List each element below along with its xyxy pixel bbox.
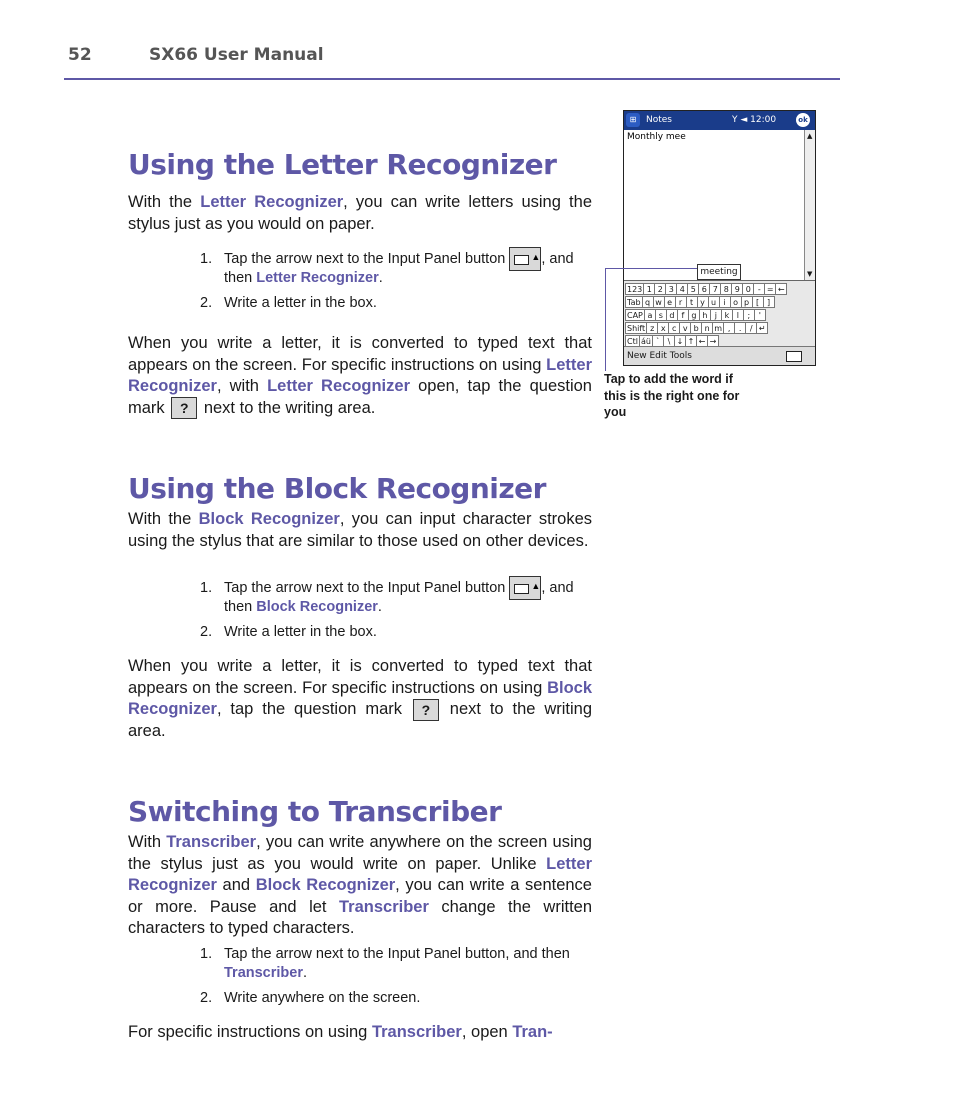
block-intro: With the Block Recognizer, you can input character strokes using the stylus that are similar to those used on other devices. — [128, 510, 592, 550]
keyboard-key: Shift — [627, 324, 646, 333]
keyboard-key: \ — [663, 335, 675, 347]
device-scrollbar: ▲ ▼ — [804, 130, 815, 280]
keyboard-icon — [786, 351, 802, 362]
keyboard-key: 7 — [709, 283, 721, 295]
keyboard-key: → — [707, 335, 719, 347]
keyboard-key: 4 — [676, 283, 688, 295]
keyboard-key: n — [701, 322, 713, 334]
keyboard-key: d — [666, 309, 678, 321]
keyboard-key: p — [741, 296, 753, 308]
device-status: Y ◄ 12:00 — [732, 115, 777, 125]
header-rule — [64, 78, 840, 80]
section-title-letter-recognizer: Using the Letter Recognizer — [128, 148, 557, 181]
keyboard-key: e — [664, 296, 676, 308]
keyboard-key: z — [646, 322, 658, 334]
keyboard-key: 6 — [698, 283, 710, 295]
callout-line — [605, 268, 697, 269]
word-suggestion: meeting — [697, 264, 741, 280]
keyboard-key: . — [734, 322, 746, 334]
keyboard-key: v — [679, 322, 691, 334]
ok-button: ok — [796, 113, 810, 127]
keyboard-key: 0 — [742, 283, 754, 295]
keyboard-key: 1 — [643, 283, 655, 295]
keyboard-key: 3 — [665, 283, 677, 295]
keyboard-key: ↵ — [756, 322, 768, 334]
keyboard-key: 2 — [654, 283, 666, 295]
keyboard-key: a — [644, 309, 656, 321]
keyboard-key: ← — [696, 335, 708, 347]
keyboard-key: l — [732, 309, 744, 321]
keyboard-key: h — [699, 309, 711, 321]
keyboard-key: y — [697, 296, 709, 308]
section-title-transcriber: Switching to Transcriber — [128, 795, 502, 828]
section-title-block-recognizer: Using the Block Recognizer — [128, 472, 546, 505]
keyboard-key: c — [668, 322, 680, 334]
keyboard-key: ↑ — [685, 335, 697, 347]
device-menu-bar — [624, 346, 815, 366]
keyboard-key: Tab — [627, 298, 641, 307]
question-mark-icon: ? — [171, 397, 197, 419]
keyboard-key: r — [675, 296, 687, 308]
letter-body: When you write a letter, it is converted to typed text that appears on the screen. For specific instructions on using Letter Recognizer, with Letter Recognizer open, tap the question mark ? next to the writing area. — [128, 333, 592, 419]
device-screenshot — [623, 110, 816, 366]
keyboard-key: x — [657, 322, 669, 334]
device-app-title: Notes — [646, 115, 672, 125]
keyboard-key: f — [677, 309, 689, 321]
keyboard-key: [ — [752, 296, 764, 308]
page-number: 52 — [68, 45, 92, 65]
letter-intro: With the Letter Recognizer, you can write letters using the stylus just as you would on paper. — [128, 193, 592, 233]
keyboard-key: b — [690, 322, 702, 334]
keyboard-key: 8 — [720, 283, 732, 295]
keyboard-key: m — [712, 322, 724, 334]
question-mark-icon: ? — [413, 699, 439, 721]
transcriber-intro: With Transcriber, you can write anywhere on the screen using the stylus just as you would write on paper. Unlike Letter Recognizer and Block Recognizer, you can write a sentence or more. Pause and let Transcriber change the written characters to typed characters. — [128, 833, 593, 937]
keyboard-key: u — [708, 296, 720, 308]
keyboard-key: s — [655, 309, 667, 321]
windows-start-icon: ⊞ — [626, 113, 640, 127]
keyboard-key: , — [723, 322, 735, 334]
keyboard-key: t — [686, 296, 698, 308]
keyboard-key: q — [642, 296, 654, 308]
note-text: Monthly mee — [627, 132, 686, 142]
soft-keyboard — [624, 280, 815, 347]
keyboard-key: ` — [652, 335, 664, 347]
input-panel-button-icon: ▲ — [509, 247, 541, 271]
keyboard-key: 5 — [687, 283, 699, 295]
keyboard-key: o — [730, 296, 742, 308]
keyboard-key: g — [688, 309, 700, 321]
transcriber-body: For specific instructions on using Transcriber, open Tran- — [128, 1023, 553, 1041]
callout-line — [605, 268, 606, 371]
keyboard-key: ] — [763, 296, 775, 308]
keyboard-key: ; — [743, 309, 755, 321]
manual-title: SX66 User Manual — [149, 45, 324, 65]
keyboard-key: 9 — [731, 283, 743, 295]
keyboard-key: j — [710, 309, 722, 321]
keyboard-key: ' — [754, 309, 766, 321]
callout-caption: Tap to add the word if this is the right one for you — [604, 372, 740, 419]
keyboard-key: k — [721, 309, 733, 321]
keyboard-key: áü — [640, 337, 651, 346]
keyboard-key: ← — [775, 283, 787, 295]
keyboard-key: - — [753, 283, 765, 295]
keyboard-key: CAP — [627, 311, 643, 320]
keyboard-key: / — [745, 322, 757, 334]
input-panel-button-icon: ▲ — [509, 576, 541, 600]
device-title-bar — [624, 111, 815, 130]
keyboard-key: Ctl — [627, 337, 638, 346]
device-menu: New Edit Tools — [627, 351, 692, 361]
keyboard-key: ↓ — [674, 335, 686, 347]
block-body: When you write a letter, it is converted to typed text that appears on the screen. For specific instructions on using Block Recognizer, tap the question mark ? next to the writing area. — [128, 657, 593, 740]
keyboard-key: 123 — [627, 285, 643, 294]
keyboard-key: i — [719, 296, 731, 308]
keyboard-key: = — [764, 283, 776, 295]
keyboard-key: w — [653, 296, 665, 308]
